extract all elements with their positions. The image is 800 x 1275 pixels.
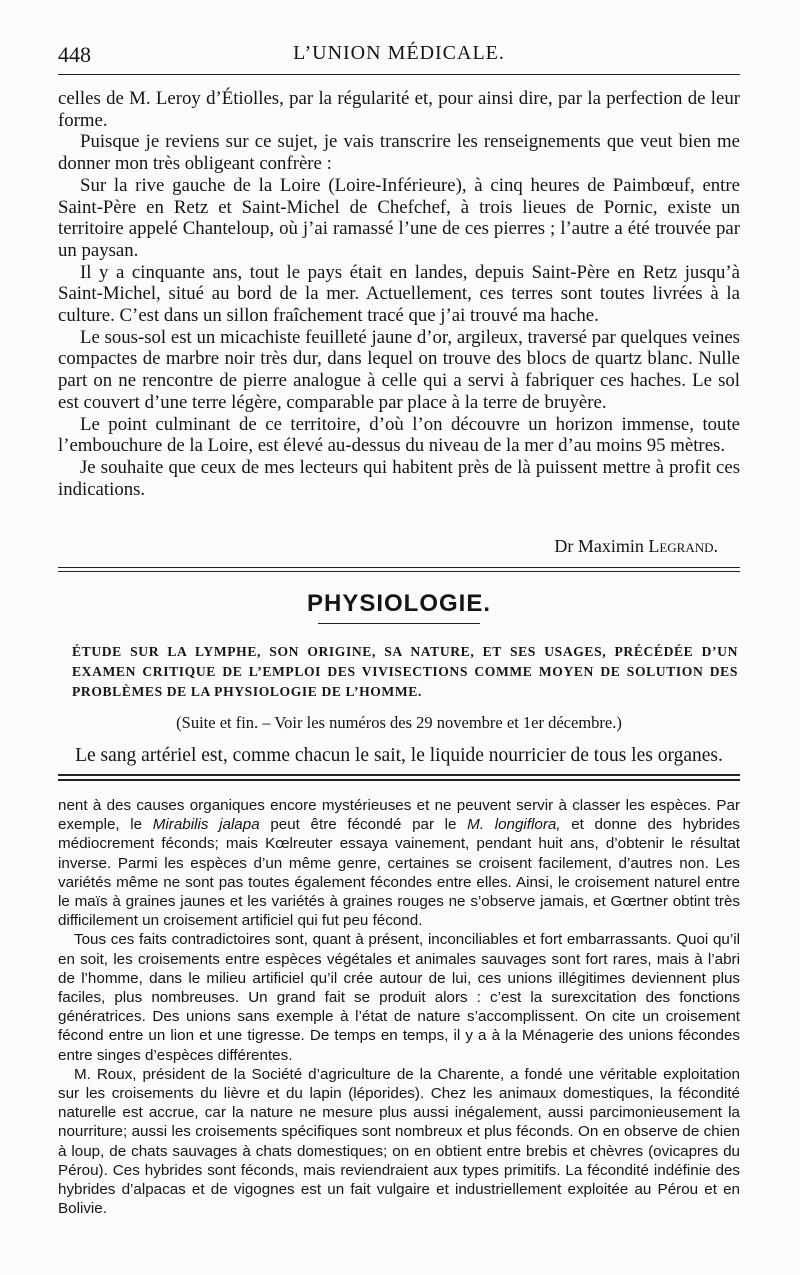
letter-paragraph: Il y a cinquante ans, tout le pays était en landes, depuis Saint-Père en Retz jusqu’à Saint-Michel, situé au bord de la mer. Actuellement, ces terres sont toutes livrées à la culture. C’est dans un sillon fraîchement tracé que j’ai trouvé ma hache. [58,261,740,327]
continuation-body [58,796,740,1218]
article-subtitle: (Suite et fin. – Voir les numéros des 29 novembre et 1er décembre.) [176,713,622,732]
page-header [58,40,740,74]
signature-name: Legrand. [648,536,718,556]
letter-body [58,88,740,500]
letter-paragraph: Sur la rive gauche de la Loire (Loire-Inférieure), à cinq heures de Paimbœuf, entre Saint-Père en Retz et Saint-Michel de Chefchef, à trois lieues de Pornic, existe un territoire appelé Chanteloup, où j’ai ramassé l’une de ces pierres ; l’autre a été trouvée par un paysan. [58,174,740,261]
species-name: Mirabilis jalapa [152,816,260,834]
article-title: ÉTUDE SUR LA LYMPHE, SON ORIGINE, SA NATURE, ET SES USAGES, PRÉCÉDÉE D’UN EXAMEN CRITIQUE DE L’EMPLOI DES VIVISECTIONS COMME MOYEN DE SOLUTION DES PROBLÈMES DE LA PHYSIOLOGIE DE L’HOMME. [72,644,738,699]
feuilleton-rule-bottom [58,779,740,781]
letter-paragraph: celles de M. Leroy d’Étiolles, par la régularité et, pour ainsi dire, par la perfection de leur forme. [58,88,740,131]
article-lead: Le sang artériel est, comme chacun le sait, le liquide nourricier de tous les organes. [75,745,723,766]
continuation-paragraph: Tous ces faits contradictoires sont, quant à présent, inconciliables et fort embarrassants. Quoi qu’il en soit, les croisements entre espèces végétales et animales sauvages sont fort rares, mais à l’abri de l’homme, dans le milieu artificiel qu’il crée autour de lui, ces unions illégitimes deviennent plus faciles, plus nombreuses. Un grand fait se produit alors : c’est la surexcitation des fonctions génératrices. Des unions sans exemple à l’état de nature s’accomplissent. On cite un croisement fécond entre un lion et une tigresse. De temps en temps, il y a à la Ménagerie des unions fécondes entre singes d’espèces différentes. [58,931,740,1064]
species-name: M. longiflora, [467,816,561,834]
section-rule-top [58,567,740,568]
text-run: peut être fécondé par le [259,816,468,834]
continuation-paragraph: M. Roux, président de la Société d’agriculture de la Charente, a fondé une véritable exploitation sur les croisements du lièvre et du lapin (léporides). Chez les animaux domestiques, la fécondité naturelle est accrue, car la nature ne mesure plus aussi inégalement, aussi parcimonieusement la nourriture; aussi les croisements spécifiques sont nombreux et plus féconds. On en observe de chien à loup, de chats sauvages à chats domestiques; on en obtient entre brebis et chèvres (ovicapres du Pérou). Ces hybrides sont féconds, mais reviendraient aux types primitifs. La fécondité indéfinie des hybrides d’alpacas et de vigognes est un fait vulgaire et industriellement exploitée au Pérou et en Bolivie. [58,1065,740,1218]
section-rule-bottom [58,571,740,572]
header-rule [58,74,740,75]
letter-paragraph: Je souhaite que ceux de mes lecteurs qui habitent près de là puissent mettre à profit ces indications. [58,456,740,500]
letter-paragraph: Le sous-sol est un micachiste feuilleté jaune d’or, argileux, traversé par quelques veines compactes de marbre noir très dur, dans lequel on trouve des blocs de quartz blanc. Nulle part on ne rencontre de pierre analogue à celle qui a servi à fabriquer ces haches. Le sol est couvert d’une terre légère, comparable par place à la terre de bruyère. [58,326,740,413]
text-run: nent à des causes organiques encore mystérieuses et ne peuvent servir à classer les espèces. Par exemple, le [58,797,740,834]
page-number: 448 [58,42,91,67]
continuation-paragraph [58,796,740,930]
running-title: L’UNION MÉDICALE. [293,42,505,64]
section-title-rule [318,623,480,624]
feuilleton-rule-top [58,774,740,776]
letter-paragraph: Puisque je reviens sur ce sujet, je vais transcrire les renseignements que veut bien me donner mon très obligeant confrère : [58,131,740,175]
signature [58,536,718,557]
signature-prefix: Dr Maximin [554,536,644,556]
text-run: et donne des hybrides médiocrement féconds; mais Kœlreuter essaya vainement, pendant huit ans, d’obtenir le résultat inverse. Parmi les espèces d’un même genre, certaines se croisent facilement, d’autres non. Les variétés même ne sont pas toutes également fécondes entre elles. Ainsi, le croisement naturel entre le maïs à graines jaunes et les variétés à graines rouges ne s’observe jamais, et Gœrtner obtint très difficilement un croisement artificiel qui fut peu fécond. [58,816,740,930]
letter-paragraph: Le point culminant de ce territoire, d’où l’on découvre un horizon immense, toute l’embouchure de la Loire, est élevé au-dessus du niveau de la mer d’au moins 95 mètres. [58,413,740,457]
section-title: PHYSIOLOGIE. [306,590,492,617]
